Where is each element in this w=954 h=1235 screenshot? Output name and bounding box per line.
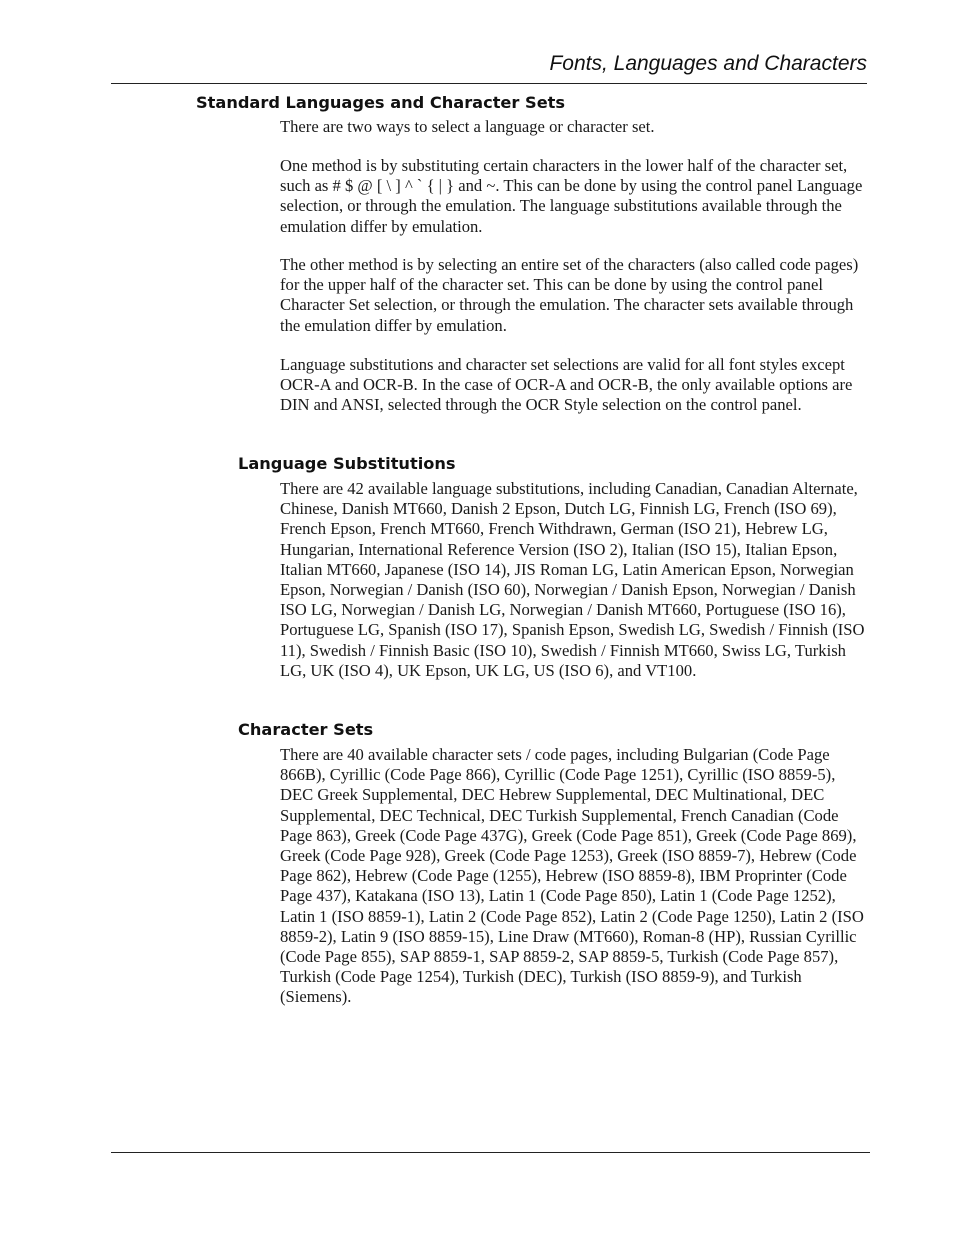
paragraph-language-list: There are 42 available language substitutions, including Canadian, Canadian Alternate, Chinese, Danish MT660, Danish 2 Epson, Dutch LG, Finnish LG, French (ISO 69), French Epson, French MT660, French Withdrawn, German (ISO 21), Hebrew LG, Hungarian, International Reference Version (ISO 2), Italian (ISO 15), Italian Epson, Italian MT660, Japanese (ISO 14), JIS Roman LG, Latin American Epson, Norwegian Epson, Norwegian / Danish (ISO 60), Norwegian / Danish Epson, Norwegian / Danish ISO LG, Norwegian / Danish LG, Norwegian / Danish MT660, Portuguese (ISO 16), Portuguese LG, Spanish (ISO 17), Spanish Epson, Swedish LG, Swedish / Finnish (ISO 11), Swedish / Finnish Basic (ISO 10), Swedish / Finnish MT660, Swiss LG, Turkish LG, UK (ISO 4), UK Epson, UK LG, US (ISO 6), and VT100. (280, 479, 865, 680)
paragraph-intro: There are two ways to select a language or character set. (280, 117, 655, 136)
running-header-title: Fonts, Languages and Characters (549, 52, 867, 75)
section-heading-language-substitutions: Language Substitutions (238, 454, 456, 473)
paragraph-character-set-list: There are 40 available character sets / code pages, including Bulgarian (Code Page 866B), Cyrillic (Code Page 866), Cyrillic (Code Page 1251), Cyrillic (ISO 8859-5), DEC Greek Supplemental, DEC Hebrew Supplemental, DEC Multinational, DEC Supplemental, DEC Technical, DEC Turkish Supplemental, French Canadian (Code Page 863), Greek (Code Page 437G), Greek (Code Page 851), Greek (Code Page 869), Greek (Code Page 928), Greek (Code Page 1253), Greek (ISO 8859-7), Hebrew (Code Page 862), Hebrew (Code Page (1255), Hebrew (ISO 8859-8), IBM Proprinter (Code Page 437), Katakana (ISO 13), Latin 1 (Code Page 850), Latin 1 (Code Page 1252), Latin 1 (ISO 8859-1), Latin 2 (Code Page 852), Latin 2 (Code Page 1250), Latin 2 (ISO 8859-2), Latin 9 (ISO 8859-15), Line Draw (MT660), Roman-8 (HP), Russian Cyrillic (Code Page 855), SAP 8859-1, SAP 8859-2, SAP 8859-5, Turkish (Code Page 857), Turkish (Code Page 1254), Turkish (DEC), Turkish (ISO 8859-9), and Turkish (Siemens). (280, 745, 864, 1007)
footer-rule (111, 1152, 870, 1153)
paragraph-ocr-note: Language substitutions and character set selections are valid for all font styles except OCR-A and OCR-B. In the case of OCR-A and OCR-B, the only available options are DIN and ANSI, selected through the OCR Style selection on the control panel. (280, 355, 853, 415)
paragraph-upper-half-method: The other method is by selecting an entire set of the characters (also called code pages) for the upper half of the character set. This can be done by using the control panel Character Set selection, or through the emulation. The character sets available through the emulation differ by emulation. (280, 255, 859, 335)
paragraph-lower-half-method: One method is by substituting certain characters in the lower half of the character set, such as # $ @ [ \ ] ^ ` { | } and ~. This can be done by using the control panel Language selection, or through the emulation. The language substitutions available through the emulation differ by emulation. (280, 156, 863, 236)
section-heading-standard: Standard Languages and Character Sets (196, 93, 566, 112)
section-heading-character-sets: Character Sets (238, 720, 374, 739)
header-rule (111, 83, 867, 84)
